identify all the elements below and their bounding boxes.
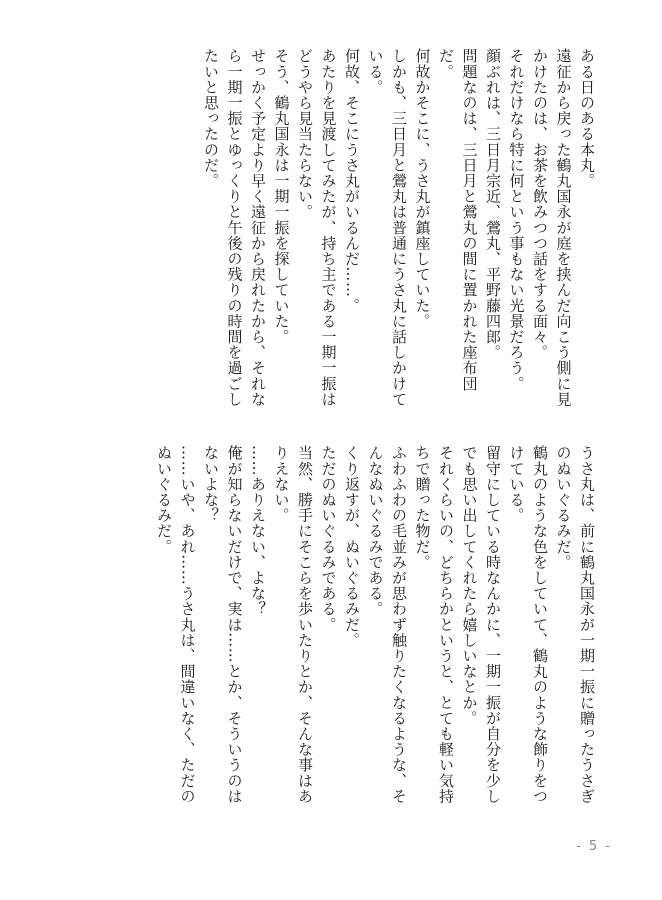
paragraph: 当然、勝手にそこらを歩いたりとか、そんな事はありえない。 — [272, 445, 314, 804]
paragraph: ……ありえない、よな？ — [249, 445, 267, 617]
paragraph: せっかく予定より早く遠征から戻れたから、それなら一期一振とゆっくりと午後の残りの時間を過ごしたいと思ったのだ。 — [202, 48, 267, 407]
paragraph: 顔ぶれは、三日月宗近、鶯丸、平野藤四郎。 — [484, 48, 502, 360]
paragraph: 何故、そこにうさ丸がいるんだ……。 — [343, 48, 361, 314]
paragraph: くり返すが、ぬいぐるみだ。 — [343, 445, 361, 648]
paragraph: ある日のある本丸。 — [578, 48, 596, 189]
paragraph: 遠征から戻った鶴丸国永が庭を挟んだ向こう側に見かけたのは、お茶を飲みつつ話をする面々。 — [531, 48, 573, 407]
paragraph: ……いや、あれ……うさ丸は、間違いなく、ただのぬいぐるみだ。 — [155, 445, 197, 804]
upper-text-block — [64, 48, 598, 410]
paragraph: それくらいの、どちらかというと、とても軽い気持ちで贈った物だ。 — [413, 445, 455, 804]
paragraph: 鶴丸のような色をしていて、鶴丸のような飾りをつけている。 — [507, 445, 549, 804]
paragraph: うさ丸は、前に鶴丸国永が一期一振に贈ったうさぎのぬいぐるみだ。 — [554, 445, 596, 804]
page-number: - 5 - — [576, 839, 612, 854]
paragraph: しかも、三日月と鶯丸は普通にうさ丸に話しかけている。 — [366, 48, 408, 407]
paragraph: 俺が知らないだけで、実は……とか、そういうのはないよな？ — [202, 445, 244, 804]
paragraph: ただのぬいぐるみである。 — [319, 445, 338, 633]
paragraph: 問題なのは、三日月と鶯丸の間に置かれた座布団だ。 — [437, 48, 479, 392]
paragraph: 留守にしている時なんかに、一期一振が自分を少しでも思い出してくれたら嬉しいなとか。 — [460, 445, 502, 804]
paragraph: そう、鶴丸国永は一期一振を探していた。 — [272, 48, 291, 345]
lower-text-block — [64, 445, 598, 815]
paragraph: 何故かそこに、うさ丸が鎮座していた。 — [413, 48, 432, 329]
paragraph: それだけなら特に何という事もない光景だろう。 — [507, 48, 526, 392]
paragraph: ふわふわの毛並みが思わず触りたくなるような、そんなぬいぐるみである。 — [366, 445, 408, 804]
paragraph: あたりを見渡してみたが、持ち主である一期一振はどうやら見当たらない。 — [296, 48, 338, 407]
